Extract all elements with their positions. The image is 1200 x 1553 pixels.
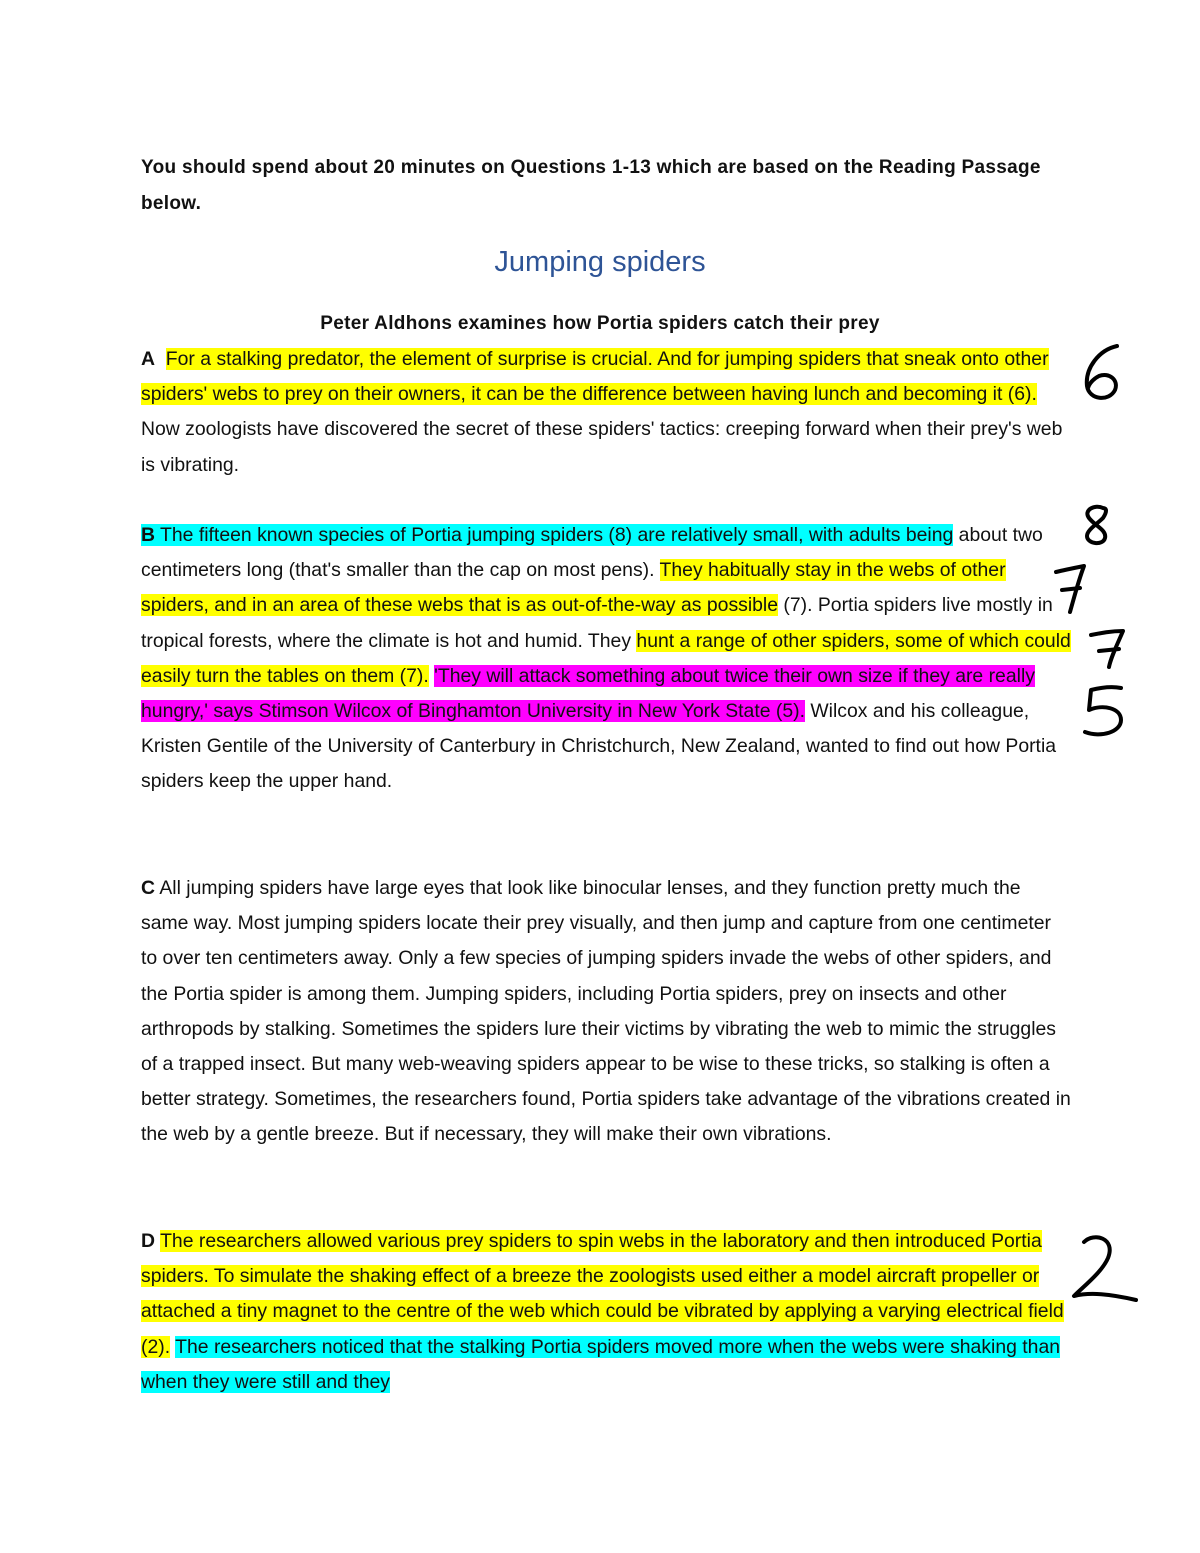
paragraph-c — [141, 871, 1071, 1153]
handwritten-6-mark — [1075, 340, 1150, 405]
highlight-magenta: 'They will attack something about twice their own size if they are really hungry,' says Stimson Wilcox of Binghamton University in New York State (5). — [141, 664, 1035, 723]
highlight-cyan: The researchers noticed that the stalking Portia spiders moved more when the webs were shaking than when they were still and they — [141, 1335, 1061, 1393]
paragraph-letter: B — [141, 524, 156, 546]
highlight-yellow: The researchers allowed various prey spiders to spin webs in the laboratory and then introduced Portia spiders. To simulate the shaking effect of a breeze the zoologists used either a model aircraft propeller or attached a tiny magnet to the centre of the web which could be vibrated by applying a varying electrical field (2). — [141, 1230, 1064, 1358]
handwritten-8-mark — [1075, 502, 1120, 547]
handwritten-7-mark — [1085, 625, 1130, 675]
passage-title: Jumping spiders — [494, 246, 706, 278]
paragraph-text: The fifteen known species of Portia jumping spiders (8) are relatively small, with adults being — [155, 524, 954, 546]
highlight-yellow: They habitually stay in the webs of other spiders, and in an area of these webs that is as out-of-the-way as possible — [141, 559, 1006, 617]
paragraph-d — [141, 1224, 1071, 1400]
paragraph-text: about two centimeters long (that's smaller than the cap on most pens). — [141, 524, 1043, 582]
highlight-yellow: For a stalking predator, the element of surprise is crucial. And for jumping spiders that sneak onto other spiders' webs to prey on their owners, it can be the difference between having lunch and becoming it (6). — [141, 348, 1049, 406]
paragraph-letter: D — [141, 1230, 156, 1252]
paragraph-text: Wilcox and his colleague, Kristen Gentile of the University of Canterbury in Christchurch, New Zealand, wanted to find out how Portia spiders keep the upper hand. — [141, 700, 1057, 793]
handwritten-7-mark — [1050, 560, 1090, 620]
paragraph-text: Now zoologists have discovered the secret of these spiders' tactics: creeping forward when their prey's web is vibrating. — [141, 418, 1063, 476]
highlight-yellow: hunt a range of other spiders, some of which could easily turn the tables on them (7). — [141, 629, 1071, 687]
handwritten-5-mark — [1075, 680, 1135, 745]
paragraph-text: (7). Portia spiders live mostly in tropical forests, where the climate is hot and humid. They — [141, 594, 1053, 652]
paragraph-b — [141, 518, 1071, 800]
highlight-cyan — [141, 524, 953, 546]
instructions-text: You should spend about 20 minutes on Questions 1-13 which are based on the Reading Passage below. — [141, 157, 1041, 214]
paragraph-letter: C — [141, 877, 156, 899]
passage-subtitle: Peter Aldhons examines how Portia spiders catch their prey — [320, 313, 880, 334]
handwritten-2-mark — [1060, 1230, 1145, 1310]
paragraph-letter: A — [141, 348, 156, 370]
paragraph-text: All jumping spiders have large eyes that look like binocular lenses, and they function pretty much the same way. Most jumping spiders locate their prey visually, and then jump and capture from one centimeter to over ten centimeters away. Only a few species of jumping spiders invade the webs of other spiders, and the Portia spider is among them. Jumping spiders, including Portia spiders, prey on insects and other arthropods by stalking. Sometimes the spiders lure their victims by vibrating the web to mimic the struggles of a trapped insect. But many web-weaving spiders appear to be wise to these tricks, so stalking is often a better strategy. Sometimes, the researchers found, Portia spiders take advantage of the vibrations created in the web by a gentle breeze. But if necessary, they will make their own vibrations. — [141, 877, 1071, 1146]
paragraph-a — [141, 342, 1071, 483]
